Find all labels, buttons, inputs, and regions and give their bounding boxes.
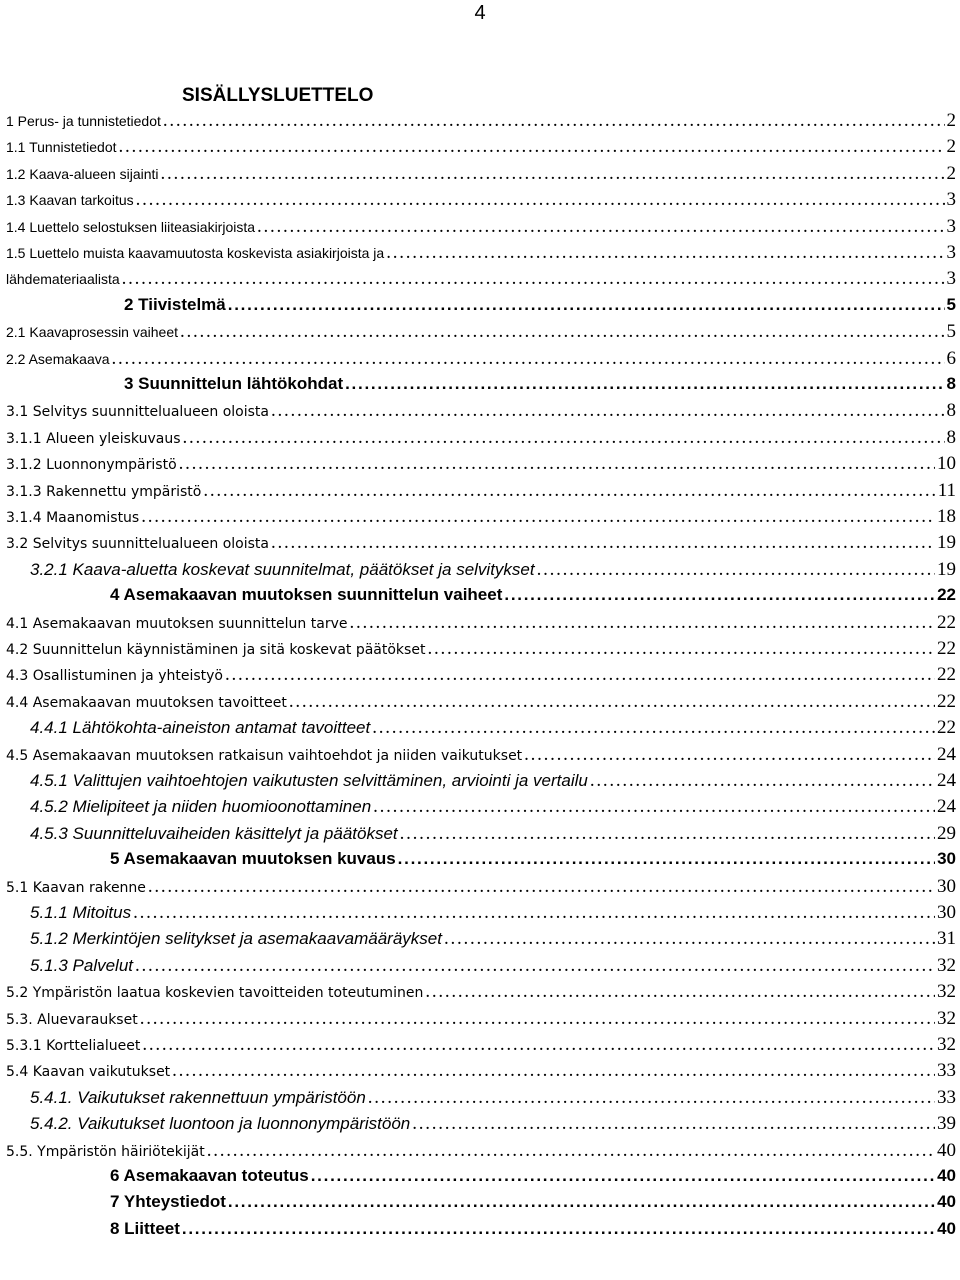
toc-dot-leader bbox=[537, 559, 935, 581]
toc-entry[interactable] bbox=[110, 1166, 956, 1192]
toc-entry[interactable] bbox=[6, 400, 956, 426]
toc-entry-page: 32 bbox=[937, 1007, 956, 1029]
toc-entry-page: 2 bbox=[946, 162, 956, 184]
toc-dot-leader bbox=[142, 1034, 935, 1056]
toc-entry-page: 3 bbox=[946, 189, 956, 211]
toc-dot-leader bbox=[349, 612, 935, 634]
toc-entry-page: 2 bbox=[946, 110, 956, 131]
toc-entry[interactable] bbox=[6, 163, 956, 189]
toc-entry-title: lähdemateriaalista bbox=[6, 271, 120, 288]
toc-entry-title: 5.4.2. Vaikutukset luontoon ja luonnonympäristöön bbox=[30, 1114, 411, 1134]
toc-entry-page: 8 bbox=[946, 400, 956, 422]
toc-entry-title: 5.3. Aluevaraukset bbox=[6, 1011, 138, 1028]
toc-entry-title: 4.5 Asemakaavan muutoksen ratkaisun vaihtoehdot ja niiden vaikutukset bbox=[6, 747, 523, 764]
toc-entry[interactable] bbox=[6, 1034, 956, 1060]
toc-entry-page: 3 bbox=[946, 242, 956, 263]
toc-heading: SISÄLLYSLUETTELO bbox=[182, 85, 374, 106]
toc-dot-leader bbox=[207, 1140, 935, 1162]
toc-entry[interactable] bbox=[110, 1192, 956, 1218]
toc-entry-title: 5.1.2 Merkintöjen selitykset ja asemakaavamääräykset bbox=[30, 929, 442, 949]
toc-entry-page: 3 bbox=[946, 268, 956, 290]
toc-entry-page: 24 bbox=[937, 743, 956, 765]
toc-entry-title: 4 Asemakaavan muutoksen suunnittelun vaiheet bbox=[110, 585, 503, 605]
toc-entry[interactable] bbox=[6, 268, 956, 294]
toc-entry-page: 31 bbox=[937, 928, 956, 950]
toc-entry-page: 2 bbox=[946, 136, 956, 158]
toc-entry-page: 29 bbox=[937, 822, 956, 844]
toc-entry[interactable] bbox=[110, 849, 956, 875]
toc-entry[interactable] bbox=[30, 928, 956, 954]
toc-dot-leader bbox=[386, 242, 944, 264]
toc-dot-leader bbox=[148, 876, 935, 898]
toc-dot-leader bbox=[271, 400, 945, 422]
toc-entry-page: 22 bbox=[937, 585, 956, 605]
toc-entry-title: 4.4.1 Lähtökohta-aineiston antamat tavoitteet bbox=[30, 718, 371, 738]
toc-entry[interactable] bbox=[6, 1008, 956, 1034]
toc-entry-title: 2 Tiivistelmä bbox=[124, 294, 226, 314]
toc-entry-title: 5.2 Ympäristön laatua koskevien tavoitteiden toteutuminen bbox=[6, 985, 424, 1002]
toc-entry-page: 40 bbox=[937, 1192, 956, 1212]
toc-entry-page: 5 bbox=[946, 294, 956, 314]
toc-entry[interactable] bbox=[6, 638, 956, 664]
toc-entry-page: 24 bbox=[937, 796, 956, 818]
toc-entry[interactable] bbox=[6, 110, 956, 136]
toc-dot-leader bbox=[161, 163, 945, 185]
toc-dot-leader bbox=[373, 796, 935, 818]
toc-dot-leader bbox=[141, 506, 935, 528]
toc-dot-leader bbox=[257, 216, 944, 238]
toc-entry-title: 1.4 Luettelo selostuksen liiteasiakirjoista bbox=[6, 218, 256, 235]
toc-entry-title: 5.5. Ympäristön häiriötekijät bbox=[6, 1143, 205, 1160]
toc-entry[interactable] bbox=[30, 559, 956, 585]
toc-dot-leader bbox=[172, 1060, 935, 1082]
toc-entry[interactable] bbox=[6, 1140, 956, 1166]
toc-entry-title: 3.1.1 Alueen yleiskuvaus bbox=[6, 430, 181, 447]
toc-entry-page: 33 bbox=[937, 1086, 956, 1108]
toc-entry[interactable] bbox=[6, 1060, 956, 1086]
toc-entry-title: 3.1.4 Maanomistus bbox=[6, 510, 140, 526]
toc-entry-title: 3.2.1 Kaava-aluetta koskevat suunnitelmat, päätökset ja selvitykset bbox=[30, 559, 535, 579]
toc-entry-page: 5 bbox=[946, 321, 956, 343]
toc-entry[interactable] bbox=[30, 955, 956, 981]
toc-entry-title: 2.1 Kaavaprosessin vaiheet bbox=[6, 324, 178, 341]
toc-dot-leader bbox=[136, 189, 945, 211]
toc-entry-page: 19 bbox=[937, 558, 956, 580]
toc-entry-page: 30 bbox=[937, 849, 956, 869]
toc-entry[interactable] bbox=[124, 295, 956, 321]
toc-dot-leader bbox=[119, 136, 945, 158]
toc-dot-leader bbox=[427, 638, 935, 660]
toc-entry-page: 30 bbox=[937, 875, 956, 897]
toc-entry[interactable] bbox=[30, 1087, 956, 1113]
toc-entry[interactable] bbox=[6, 216, 956, 242]
toc-dot-leader bbox=[179, 453, 935, 475]
toc-entry[interactable] bbox=[6, 744, 956, 770]
toc-dot-leader bbox=[590, 770, 935, 792]
toc-dot-leader bbox=[412, 1113, 935, 1135]
toc-dot-leader bbox=[504, 585, 935, 605]
toc-entry[interactable] bbox=[110, 1219, 956, 1245]
toc-entry-title: 1.3 Kaavan tarkoitus bbox=[6, 192, 134, 209]
toc-dot-leader bbox=[425, 981, 935, 1003]
toc-entry-page: 33 bbox=[937, 1060, 956, 1082]
toc-entry[interactable] bbox=[6, 453, 956, 479]
toc-entry-page: 30 bbox=[937, 902, 956, 923]
toc-entry-page: 22 bbox=[937, 664, 956, 686]
toc-entry-title: 2.2 Asemakaava bbox=[6, 350, 110, 367]
page-number: 4 bbox=[474, 2, 486, 24]
toc-dot-leader bbox=[135, 955, 935, 977]
toc-entry-title: 1.2 Kaava-alueen sijainti bbox=[6, 165, 159, 182]
toc-entry-title: 1 Perus- ja tunnistetiedot bbox=[6, 113, 161, 129]
toc-dot-leader bbox=[289, 691, 935, 713]
toc-dot-leader bbox=[182, 1219, 935, 1239]
toc-dot-leader bbox=[140, 1008, 935, 1030]
toc-entry[interactable] bbox=[6, 612, 956, 638]
toc-entry-title: 3.1 Selvitys suunnittelualueen oloista bbox=[6, 404, 269, 421]
toc-dot-leader bbox=[180, 321, 945, 343]
toc-entry-title: 3.1.3 Rakennettu ympäristö bbox=[6, 483, 202, 500]
toc-dot-leader bbox=[311, 1166, 935, 1186]
toc-dot-leader bbox=[398, 849, 935, 869]
toc-entry[interactable] bbox=[6, 506, 956, 532]
toc-entry[interactable] bbox=[6, 427, 956, 453]
toc-entry-page: 40 bbox=[937, 1139, 956, 1161]
toc-entry[interactable] bbox=[124, 374, 956, 400]
toc-entry[interactable] bbox=[6, 532, 956, 558]
toc-dot-leader bbox=[228, 295, 945, 315]
toc-entry-title: 4.4 Asemakaavan muutoksen tavoitteet bbox=[6, 694, 287, 711]
toc-entry[interactable] bbox=[6, 321, 956, 347]
toc-entry-page: 22 bbox=[937, 690, 956, 712]
toc-dot-leader bbox=[163, 110, 945, 132]
toc-dot-leader bbox=[122, 268, 945, 290]
toc-entry[interactable] bbox=[6, 981, 956, 1007]
toc-dot-leader bbox=[400, 823, 935, 845]
toc-entry-page: 11 bbox=[937, 479, 956, 501]
toc-entry[interactable] bbox=[6, 242, 956, 268]
toc-dot-leader bbox=[271, 532, 935, 554]
toc-dot-leader bbox=[225, 664, 935, 686]
toc-entry-page: 22 bbox=[937, 717, 956, 739]
toc-entry-title: 4.2 Suunnittelun käynnistäminen ja sitä koskevat päätökset bbox=[6, 642, 426, 658]
toc-entry-page: 18 bbox=[937, 506, 956, 527]
toc-entry[interactable] bbox=[6, 876, 956, 902]
toc-entry-page: 24 bbox=[937, 770, 956, 791]
toc-entry-page: 40 bbox=[937, 1166, 956, 1185]
toc-entry-title: 8 Liitteet bbox=[110, 1218, 180, 1238]
toc-entry[interactable] bbox=[6, 348, 956, 374]
toc-entry-title: 5.4.1. Vaikutukset rakennettuun ympäristöön bbox=[30, 1087, 366, 1107]
toc-entry-page: 32 bbox=[937, 981, 956, 1003]
toc-entry-page: 6 bbox=[946, 347, 956, 369]
toc-entry-page: 8 bbox=[946, 374, 956, 393]
toc-entry-page: 22 bbox=[937, 611, 956, 633]
toc-entry-title: 7 Yhteystiedot bbox=[110, 1192, 226, 1212]
toc-entry-page: 32 bbox=[937, 954, 956, 976]
toc-entry[interactable] bbox=[6, 189, 956, 215]
toc-entry-page: 8 bbox=[946, 426, 956, 448]
toc-entry-title: 3 Suunnittelun lähtökohdat bbox=[124, 374, 344, 393]
toc-dot-leader bbox=[112, 348, 945, 370]
toc-entry-title: 5.1.3 Palvelut bbox=[30, 955, 134, 975]
toc-entry-title: 3.2 Selvitys suunnittelualueen oloista bbox=[6, 536, 269, 553]
toc-entry-title: 5.3.1 Korttelialueet bbox=[6, 1038, 141, 1054]
toc-entry-title: 4.5.3 Suunnitteluvaiheiden käsittelyt ja päätökset bbox=[30, 823, 398, 843]
toc-entry-page: 10 bbox=[937, 453, 956, 475]
toc-entry[interactable] bbox=[30, 717, 956, 743]
toc-entry[interactable] bbox=[6, 664, 956, 690]
toc-entry-title: 4.5.2 Mielipiteet ja niiden huomioonottaminen bbox=[30, 797, 372, 817]
toc-dot-leader bbox=[183, 427, 945, 449]
toc-dot-leader bbox=[524, 744, 935, 766]
toc-entry-page: 3 bbox=[946, 215, 956, 237]
toc-entry-title: 5 Asemakaavan muutoksen kuvaus bbox=[110, 849, 396, 869]
toc-entry-title: 1.1 Tunnistetiedot bbox=[6, 139, 117, 156]
toc-entry-title: 3.1.2 Luonnonympäristö bbox=[6, 457, 177, 474]
toc-entry[interactable] bbox=[30, 1113, 956, 1139]
toc-entry-title: 1.5 Luettelo muista kaavamuutosta koskevista asiakirjoista ja bbox=[6, 245, 385, 261]
toc-entry[interactable] bbox=[6, 480, 956, 506]
toc-entry-title: 6 Asemakaavan toteutus bbox=[110, 1166, 309, 1185]
toc-entry-title: 4.5.1 Valittujen vaihtoehtojen vaikutusten selvittäminen, arviointi ja vertailu bbox=[30, 771, 588, 790]
toc-entry[interactable] bbox=[6, 691, 956, 717]
toc-entry-title: 4.3 Osallistuminen ja yhteistyö bbox=[6, 668, 223, 685]
toc-dot-leader bbox=[444, 928, 935, 950]
toc-dot-leader bbox=[372, 717, 935, 739]
toc-dot-leader bbox=[368, 1087, 935, 1109]
toc-entry[interactable] bbox=[30, 770, 956, 796]
toc-dot-leader bbox=[133, 902, 935, 924]
toc-dot-leader bbox=[345, 374, 944, 394]
toc-entry-title: 5.4 Kaavan vaikutukset bbox=[6, 1064, 171, 1081]
toc-entry[interactable] bbox=[6, 136, 956, 162]
toc-entry[interactable] bbox=[30, 902, 956, 928]
toc-entry-title: 5.1 Kaavan rakenne bbox=[6, 879, 146, 896]
toc-entry-page: 32 bbox=[937, 1034, 956, 1055]
toc-dot-leader bbox=[228, 1192, 935, 1212]
toc-dot-leader bbox=[203, 480, 935, 502]
toc-entry-page: 19 bbox=[937, 532, 956, 554]
toc-entry-page: 39 bbox=[937, 1113, 956, 1135]
toc-entry-page: 40 bbox=[937, 1218, 956, 1238]
toc-entry[interactable] bbox=[30, 796, 956, 822]
toc-entry-title: 5.1.1 Mitoitus bbox=[30, 903, 132, 922]
toc-entry-page: 22 bbox=[937, 638, 956, 659]
toc-entry[interactable] bbox=[30, 823, 956, 849]
toc-entry-title: 4.1 Asemakaavan muutoksen suunnittelun tarve bbox=[6, 615, 348, 632]
toc-entry[interactable] bbox=[110, 585, 956, 611]
